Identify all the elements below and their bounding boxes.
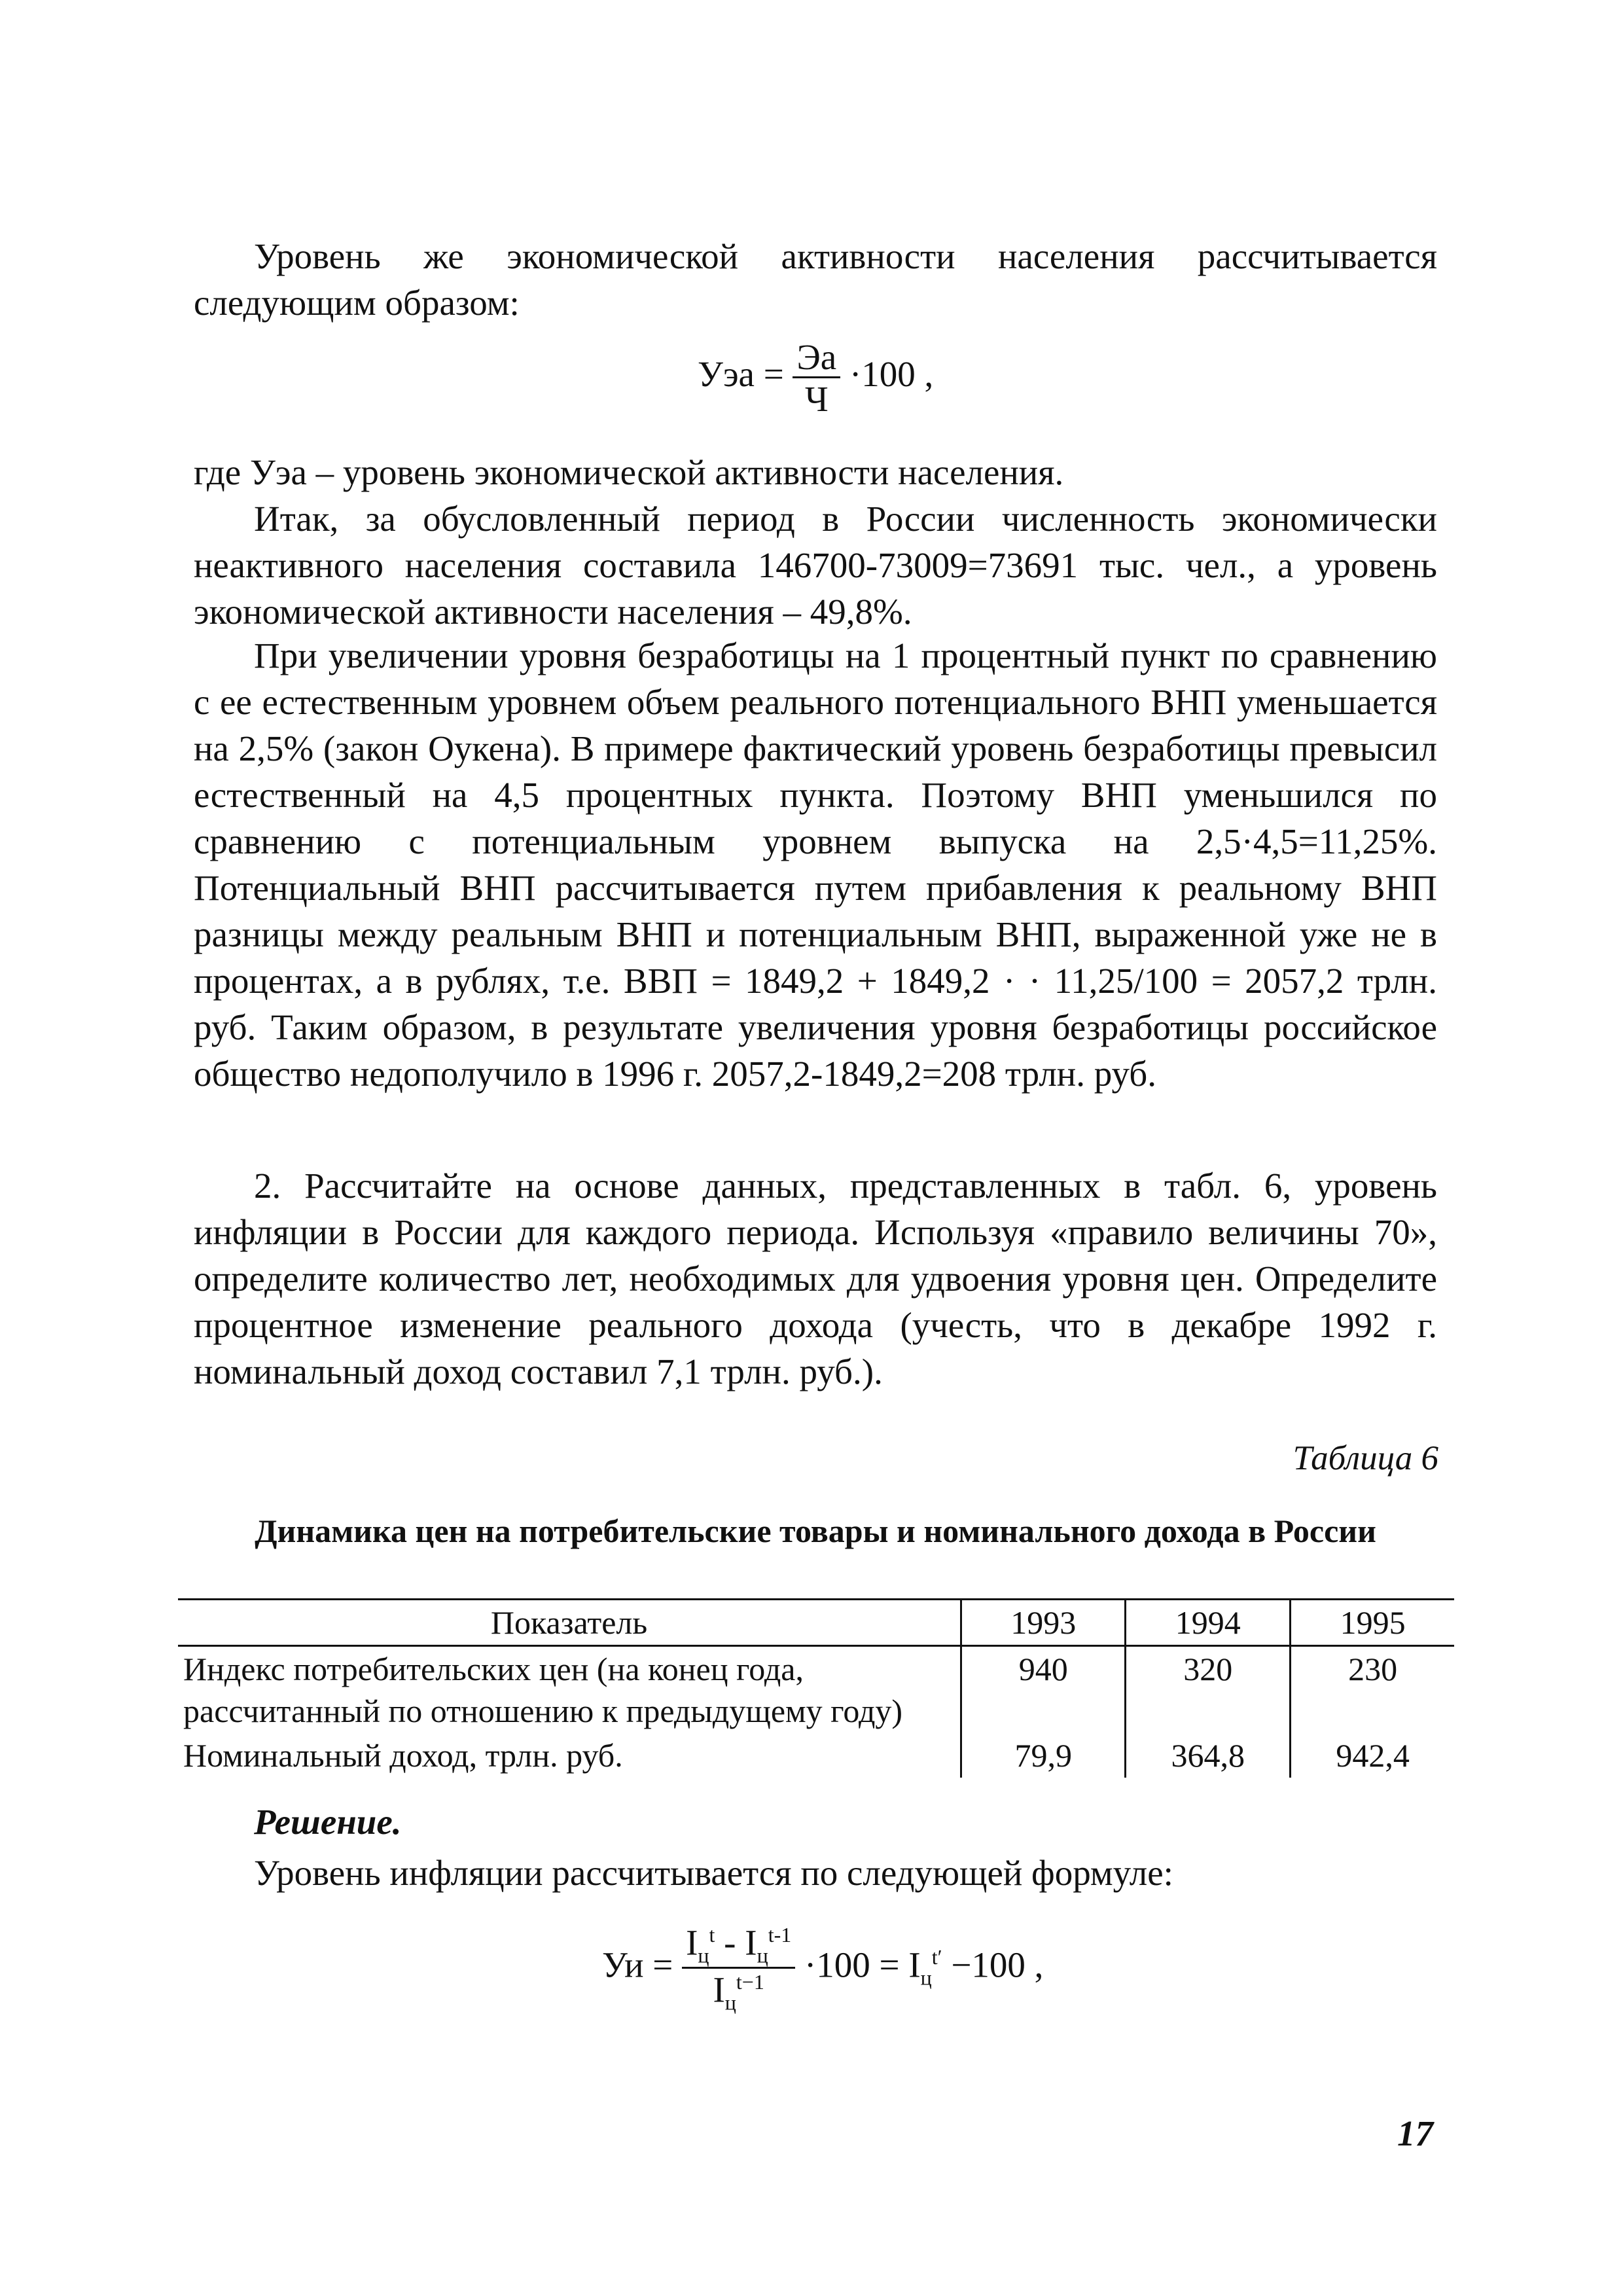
formula-denominator: Ч — [804, 379, 829, 419]
formula-lhs: Уи = — [602, 1945, 673, 1985]
formula-denominator — [682, 1969, 795, 2013]
index-symbol: I — [713, 1969, 725, 2010]
index-subscript: ц — [920, 1965, 932, 1990]
cell-value: 320 — [1126, 1646, 1291, 1734]
minus-sign: - — [715, 1922, 745, 1963]
table-header-row — [178, 1600, 1454, 1646]
formula-lhs: Уэа = — [698, 354, 784, 395]
cell-value: 942,4 — [1291, 1733, 1454, 1778]
index-symbol: I — [745, 1922, 757, 1963]
formula-fraction — [682, 1924, 795, 2013]
row-label: Индекс потребительских цен (на конец года, рассчитанный по отношению к предыдущему году) — [183, 1651, 903, 1729]
paragraph-definition: где Уэа – уровень экономической активности населения. — [194, 452, 1064, 492]
index-subscript: ц — [724, 1990, 736, 2015]
header-indicator: Показатель — [178, 1600, 961, 1646]
table-caption: Таблица 6 — [1293, 1439, 1438, 1477]
index-superscript: t — [709, 1923, 715, 1946]
index-subscript: ц — [698, 1943, 709, 1967]
header-1995: 1995 — [1291, 1600, 1454, 1646]
solution-heading: Решение. — [254, 1802, 402, 1842]
formula-numerator — [682, 1924, 795, 1969]
paragraph-inactive-population: Итак, за обусловленный период в России численность экономически неактивного населения составила 146700-73009=73691 тыс. чел., а уровень экономической активности населения – 49,8%. — [194, 499, 1437, 632]
price-income-table — [178, 1598, 1454, 1778]
formula-fraction — [793, 339, 840, 417]
cell-value: 79,9 — [961, 1733, 1126, 1778]
row-label: Номинальный доход, трлн. руб. — [183, 1737, 623, 1774]
index-superscript: t′ — [931, 1945, 942, 1969]
index-superscript: t-1 — [768, 1923, 792, 1946]
formula-inflation — [602, 1924, 1043, 2013]
formula-middle: ·100 = I — [804, 1945, 921, 1985]
index-subscript: ц — [757, 1943, 768, 1967]
cell-value: 364,8 — [1126, 1733, 1291, 1778]
index-symbol: I — [686, 1922, 698, 1963]
page-number: 17 — [1397, 2113, 1433, 2153]
formula-numerator: Эа — [793, 339, 840, 378]
formula-rhs: ·100 , — [849, 354, 934, 395]
paragraph-okun-law: При увеличении уровня безработицы на 1 процентный пункт по сравнению с ее естественным уровнем объем реального потенциального ВНП уменьшается на 2,5% (закон Оукена). В примере фактический уровень безработицы превысил естественный на 4,5 процентных пункта. Поэтому ВНП уменьшился по сравнению с потенциальным уровнем выпуска на 2,5·4,5=11,25%. Потенциальный ВНП рассчитывается путем прибавления к реальному ВНП разницы между реальным ВНП и потенциальным ВНП, выраженной уже не в процентах, а в рублях, т.е. ВВП = 1849,2 + 1849,2 · · 11,25/100 = 2057,2 трлн. руб. Таким образом, в результате увеличения уровня безработицы российское общество недополучило в 1996 г. 2057,2-1849,2=208 трлн. руб. — [194, 636, 1437, 1094]
cell-value: 230 — [1291, 1646, 1454, 1734]
index-superscript: t−1 — [736, 1970, 764, 1994]
formula-rhs: −100 , — [942, 1945, 1044, 1985]
table-title: Динамика цен на потребительские товары и номинального дохода в России — [255, 1513, 1376, 1549]
paragraph-activity-intro: Уровень же экономической активности населения рассчитывается следующим образом: — [194, 236, 1437, 323]
paragraph-inflation-formula-intro: Уровень инфляции рассчитывается по следующей формуле: — [254, 1853, 1173, 1893]
header-1994: 1994 — [1126, 1600, 1291, 1646]
formula-economic-activity — [698, 339, 933, 417]
table-row — [178, 1733, 1454, 1778]
cell-value: 940 — [961, 1646, 1126, 1734]
table-row — [178, 1646, 1454, 1734]
header-1993: 1993 — [961, 1600, 1126, 1646]
paragraph-task-2: 2. Рассчитайте на основе данных, представленных в табл. 6, уровень инфляции в России для каждого периода. Используя «правило величины 70», определите количество лет, необходимых для удвоения уровня цен. Определите процентное изменение реального дохода (учесть, что в декабре 1992 г. номинальный доход составил 7,1 трлн. руб.). — [194, 1166, 1437, 1391]
